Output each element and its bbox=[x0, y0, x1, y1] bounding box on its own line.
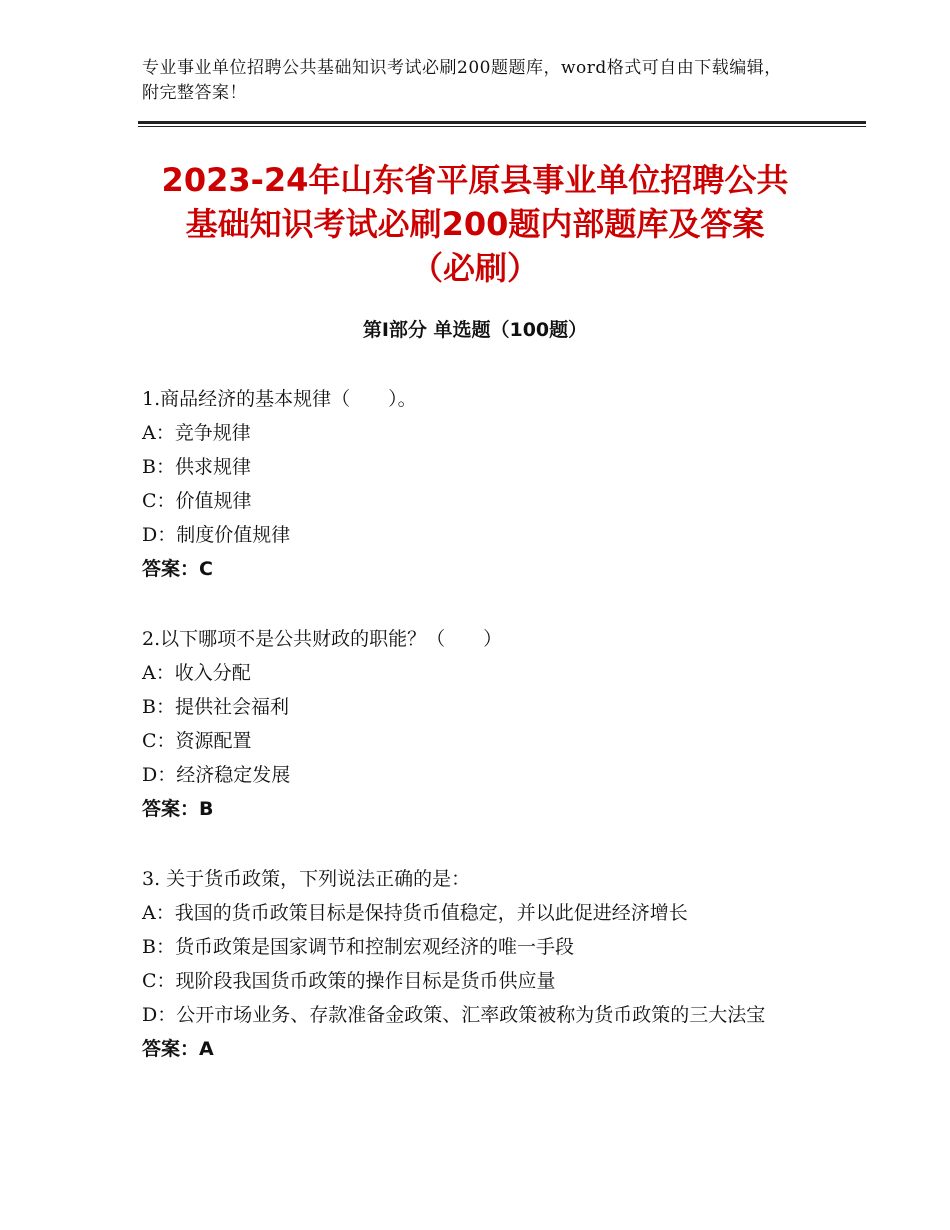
answer: 答案：A bbox=[142, 1038, 214, 1060]
option-d: D：经济稳定发展 bbox=[142, 764, 291, 786]
option-a: A：竞争规律 bbox=[142, 422, 251, 444]
option-c: C：价值规律 bbox=[142, 490, 252, 512]
title-line-2: 基础知识考试必刷200题内部题库及答案 bbox=[185, 205, 765, 243]
option-c: C：资源配置 bbox=[142, 730, 252, 752]
option-c: C：现阶段我国货币政策的操作目标是货币供应量 bbox=[142, 970, 556, 992]
question-stem: 2.以下哪项不是公共财政的职能？（ ） bbox=[142, 628, 503, 650]
document-title bbox=[100, 158, 850, 290]
answer: 答案：C bbox=[142, 558, 213, 580]
question-2 bbox=[142, 622, 822, 826]
title-line-3: （必刷） bbox=[410, 249, 539, 287]
option-d: D：公开市场业务、存款准备金政策、汇率政策被称为货币政策的三大法宝 bbox=[142, 1004, 766, 1026]
question-list bbox=[142, 382, 822, 1066]
question-stem: 1.商品经济的基本规律（ ）。 bbox=[142, 388, 417, 410]
option-a: A：收入分配 bbox=[142, 662, 251, 684]
question-3 bbox=[142, 862, 822, 1066]
header-note: 专业事业单位招聘公共基础知识考试必刷200题题库，word格式可自由下载编辑，附完整答案！ bbox=[142, 58, 782, 103]
header-divider-thick bbox=[138, 121, 866, 124]
section-title: 第Ⅰ部分 单选题（100题） bbox=[362, 319, 588, 341]
option-a: A：我国的货币政策目标是保持货币值稳定，并以此促进经济增长 bbox=[142, 902, 688, 924]
header-divider-thin bbox=[138, 126, 866, 127]
option-b: B：货币政策是国家调节和控制宏观经济的唯一手段 bbox=[142, 936, 574, 958]
question-stem: 3. 关于货币政策，下列说法正确的是： bbox=[142, 868, 471, 890]
option-b: B：提供社会福利 bbox=[142, 696, 289, 718]
answer: 答案：B bbox=[142, 798, 214, 820]
title-line-1: 2023-24年山东省平原县事业单位招聘公共 bbox=[161, 161, 789, 199]
question-1 bbox=[142, 382, 822, 586]
option-d: D：制度价值规律 bbox=[142, 524, 291, 546]
option-b: B：供求规律 bbox=[142, 456, 251, 478]
